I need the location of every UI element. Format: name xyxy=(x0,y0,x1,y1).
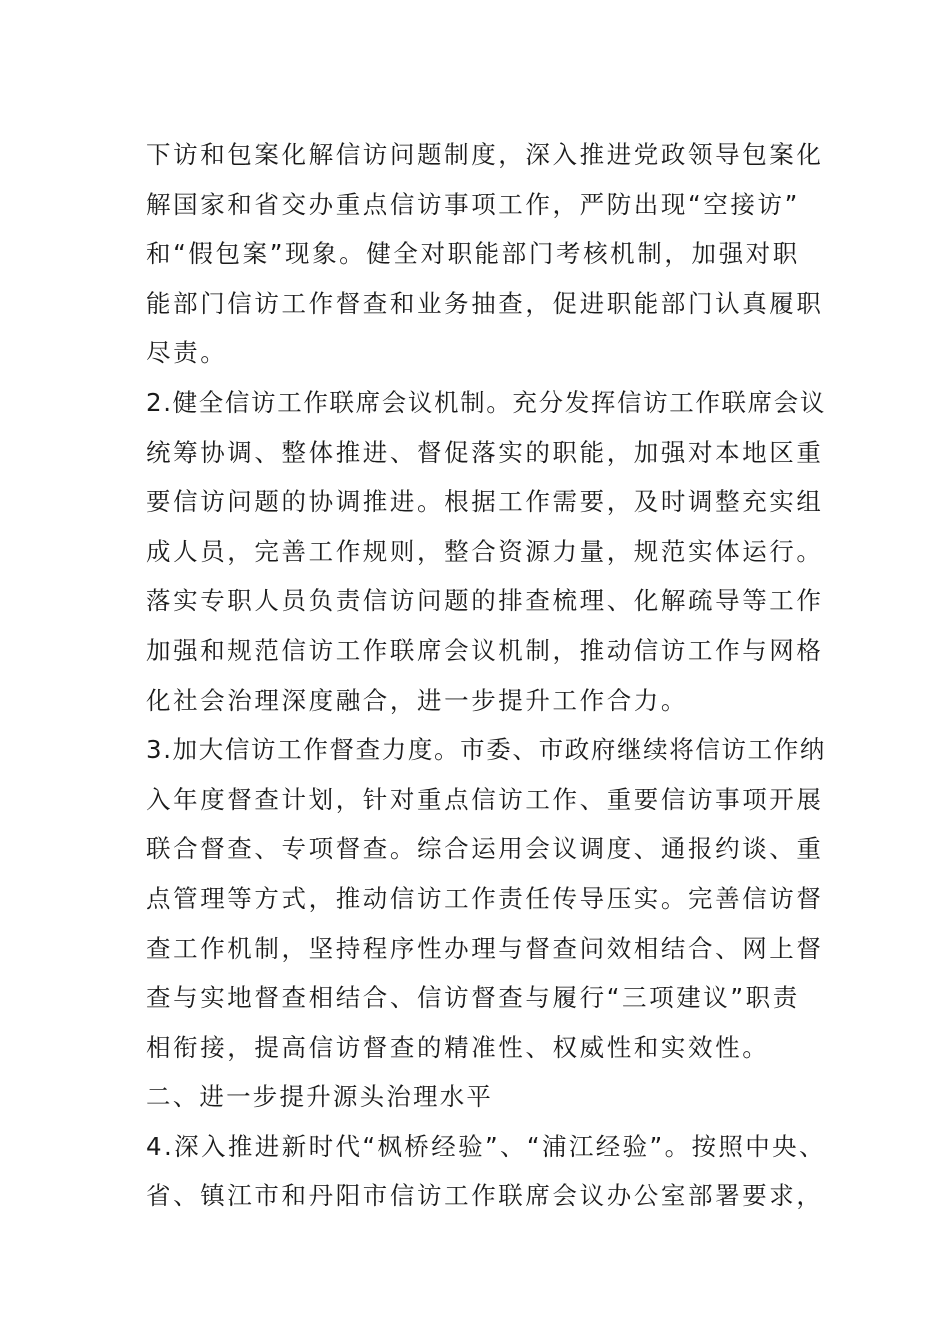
item-2-heading-line: 2.健全信访工作联席会议机制。充分发挥信访工作联席会议 xyxy=(146,387,827,417)
text-line: 查与实地督查相结合、信访督查与履行“三项建议”职责 xyxy=(146,983,800,1013)
document-body xyxy=(146,130,826,1221)
text-line: 联合督查、专项督查。综合运用会议调度、通报约谈、重 xyxy=(146,834,824,864)
text-line: 入年度督查计划，针对重点信访工作、重要信访事项开展 xyxy=(146,784,824,814)
text-line: 省、镇江市和丹阳市信访工作联席会议办公室部署要求， xyxy=(146,1181,824,1211)
text-line: 下访和包案化解信访问题制度，深入推进党政领导包案化 xyxy=(146,140,824,169)
text-line: 点管理等方式，推动信访工作责任传导压实。完善信访督 xyxy=(146,883,824,913)
text-line: 尽责。 xyxy=(146,338,228,368)
text-line: 查工作机制，坚持程序性办理与督查问效相结合、网上督 xyxy=(146,933,824,963)
text-line: 和“假包案”现象。健全对职能部门考核机制，加强对职 xyxy=(146,239,800,269)
text-line: 能部门信访工作督查和业务抽查，促进职能部门认真履职 xyxy=(146,288,824,318)
section-heading: 二、进一步提升源头治理水平 xyxy=(146,1082,494,1112)
item-4-heading-line: 4.深入推进新时代“枫桥经验”、“浦江经验”。按照中央、 xyxy=(146,1131,826,1161)
text-line: 解国家和省交办重点信访事项工作，严防出现“空接访” xyxy=(146,189,800,219)
text-line: 加强和规范信访工作联席会议机制，推动信访工作与网格 xyxy=(146,635,824,665)
text-line: 要信访问题的协调推进。根据工作需要，及时调整充实组 xyxy=(146,487,824,517)
text-line: 统筹协调、整体推进、督促落实的职能，加强对本地区重 xyxy=(146,437,824,467)
text-line: 成人员，完善工作规则，整合资源力量，规范实体运行。 xyxy=(146,536,824,566)
text-line: 相衔接，提高信访督查的精准性、权威性和实效性。 xyxy=(146,1032,770,1062)
item-3-heading-line: 3.加大信访工作督查力度。市委、市政府继续将信访工作纳 xyxy=(146,735,827,765)
text-line: 化社会治理深度融合，进一步提升工作合力。 xyxy=(146,685,688,715)
text-line: 落实专职人员负责信访问题的排查梳理、化解疏导等工作 xyxy=(146,586,824,616)
